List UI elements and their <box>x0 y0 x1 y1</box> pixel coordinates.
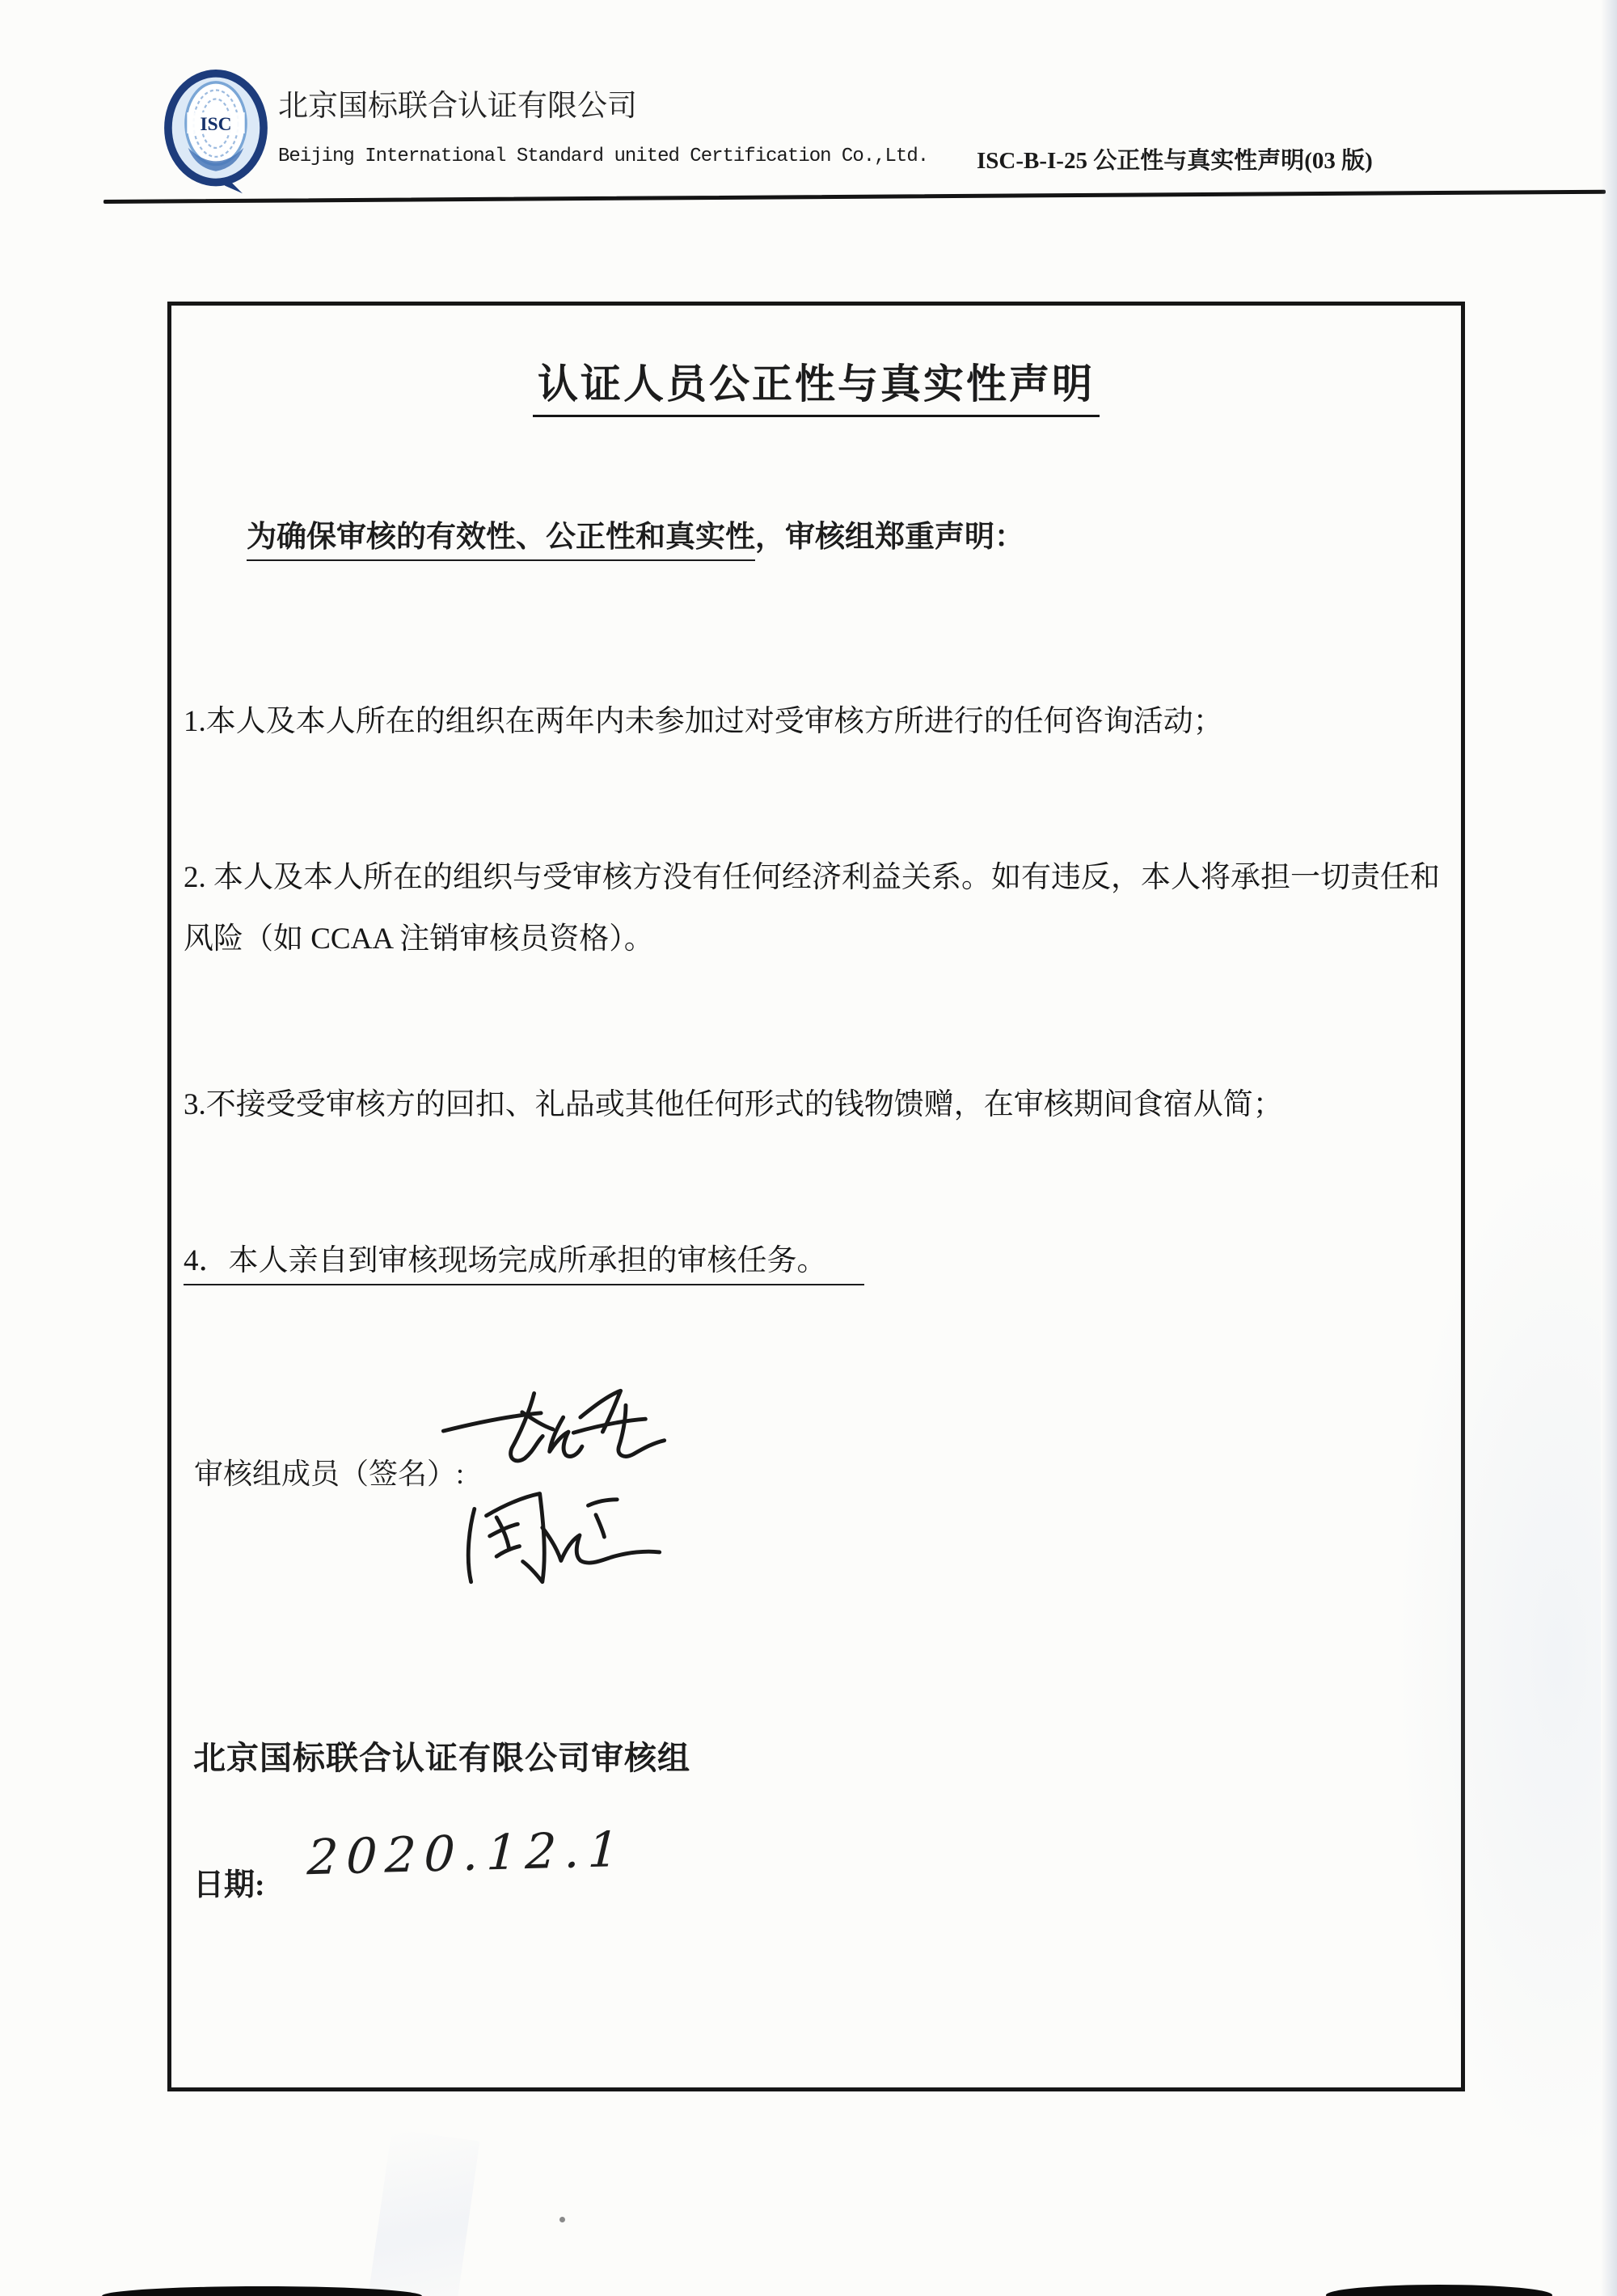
signature-label: 审核组成员（签名）: <box>194 1458 465 1490</box>
document-code: ISC-B-I-25 公正性与真实性声明(03 版) <box>977 148 1373 174</box>
declaration-item-3: 3.不接受受审核方的回扣、礼品或其他任何形式的钱物馈赠，在审核期间食宿从简； <box>184 1088 1283 1121</box>
audit-team-line: 北京国标联合认证有限公司审核组 <box>193 1740 690 1776</box>
scan-tint <box>1391 1132 1601 2183</box>
scan-speck <box>559 2217 565 2222</box>
intro-statement <box>247 512 1024 555</box>
intro-underlined-text: 为确保审核的有效性、公正性和真实性 <box>247 521 755 561</box>
scan-streak <box>369 2129 480 2296</box>
declaration-item-1: 1.本人及本人所在的组织在两年内未参加过对受审核方所进行的任何咨询活动； <box>184 705 1223 738</box>
date-label: 日期: <box>193 1868 265 1902</box>
scan-edge-shadow <box>1601 0 1617 2296</box>
declaration-item-4-text: 4．本人亲自到审核现场完成所承担的审核任务。 <box>184 1244 864 1285</box>
intro-rest-text: ，审核组郑重声明： <box>755 521 1024 554</box>
isc-logo-icon <box>160 68 272 196</box>
declaration-item-4 <box>184 1235 864 1279</box>
declaration-item-2-line-1: 2. 本人及本人所在的组织与受审核方没有任何经济利益关系。如有违反，本人将承担一切责任和 <box>184 861 1440 894</box>
company-name-en: Beijing International Standard united Certification Co.,Ltd. <box>278 146 929 167</box>
declaration-box <box>167 302 1465 2091</box>
header-divider-line <box>103 190 1606 204</box>
logo-text: ISC <box>200 113 232 135</box>
company-name-cn: 北京国标联合认证有限公司 <box>278 90 637 123</box>
scan-smudge-right <box>1326 2285 1552 2296</box>
handwritten-signature-1 <box>438 1382 669 1478</box>
handwritten-date: 2020.12.1 <box>306 1821 628 1887</box>
declaration-item-2-line-2: 风险（如 CCAA 注销审核员资格）。 <box>184 922 654 956</box>
page-title <box>171 352 1461 410</box>
handwritten-signature-2 <box>461 1484 665 1588</box>
page-title-text: 认证人员公正性与真实性声明 <box>533 361 1100 417</box>
